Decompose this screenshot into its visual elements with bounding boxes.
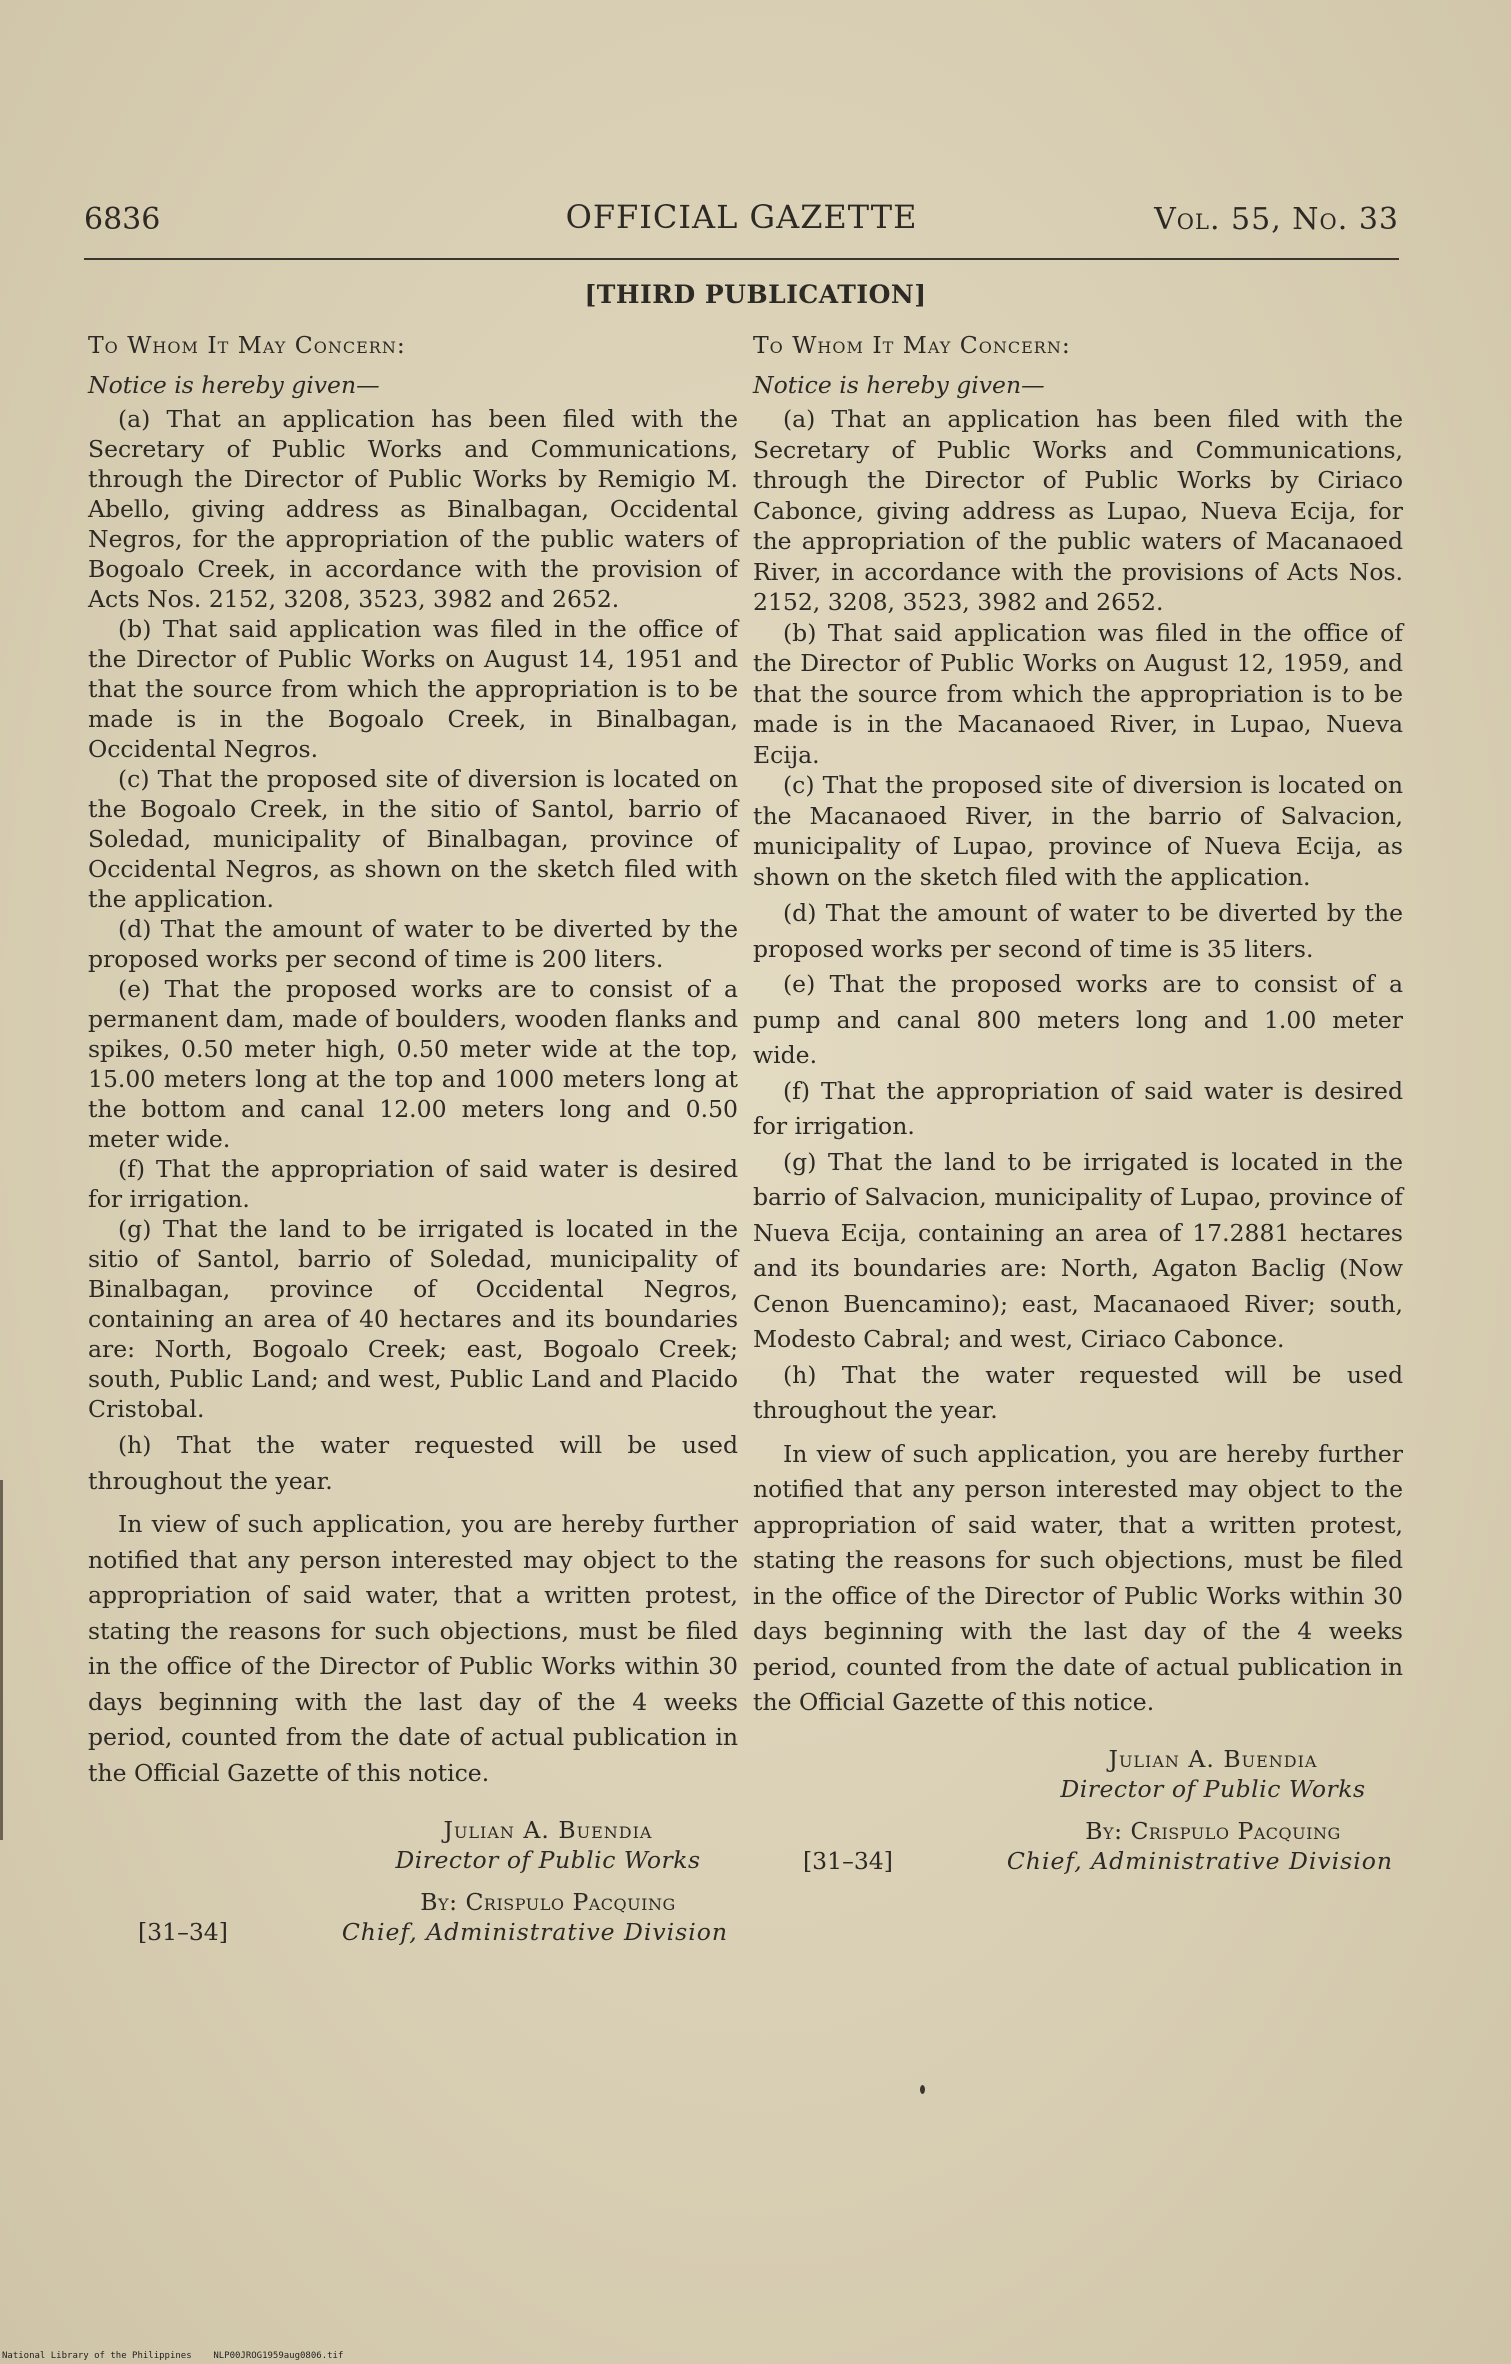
signature-block xyxy=(753,1744,1403,1874)
salutation: To Whom It May Concern: xyxy=(753,331,1071,359)
issue-reference: [31–34] xyxy=(138,1917,228,1946)
clause-g: (g) That the land to be irrigated is located in the barrio of Salvacion, municipality of Lupao, province of Nueva Ecija, containing an area of 17.2881 hectares and its boundaries are: North, Agaton Baclig (Now Cenon Buencamino); east, Macanaoed River; south, Modesto Cabral; and west, Ciriaco Cabonce. xyxy=(753,1147,1403,1353)
volume-number: Vol. 55, No. 33 xyxy=(1154,202,1399,237)
clause-g: (g) That the land to be irrigated is located in the sitio of Santol, barrio of Soledad, municipality of Binalbagan, province of Occidental Negros, containing an area of 40 hectares and its boundaries are: North, Bogoalo Creek; east, Bogoalo Creek; south, Public Land; and west, Public Land and Placido Cristobal. xyxy=(88,1215,738,1423)
issue-reference: [31–34] xyxy=(803,1847,893,1875)
signer-title: Director of Public Works xyxy=(1060,1775,1366,1803)
scan-footer: National Library of the Philippines NLP00JROG1959aug0806.tif xyxy=(2,2351,344,2361)
clause-e: (e) That the proposed works are to consist of a permanent dam, made of boulders, wooden flanks and spikes, 0.50 meter high, 0.50 meter wide at the top, 15.00 meters long at the top and 1000 meters long at the bottom and canal 12.00 meters long and 0.50 meter wide. xyxy=(88,975,738,1153)
clause-b: (b) That said application was filed in the office of the Director of Public Works on August 12, 1959, and that the source from which the appropriation is to be made is in the Macanaoed River, in Lupao, Nueva Ecija. xyxy=(753,618,1403,769)
notice-left-column xyxy=(88,320,738,1945)
notice-right-column xyxy=(753,320,1403,1874)
salutation: To Whom It May Concern: xyxy=(88,331,406,359)
by-title: Chief, Administrative Division xyxy=(1006,1847,1393,1875)
binding-edge xyxy=(0,1480,3,1840)
clause-d: (d) That the amount of water to be diverted by the proposed works per second of time is 35 liters. xyxy=(753,899,1403,963)
closing-paragraph: In view of such application, you are hereby further notified that any person interested may object to the appropriation of said water, that a written protest, stating the reasons for such objections, must be filed in the office of the Director of Public Works within 30 days beginning with the last day of the 4 weeks period, counted from the date of actual publication in the Official Gazette of this notice. xyxy=(88,1510,738,1787)
notice-intro: Notice is hereby given— xyxy=(88,371,380,399)
by-line: By: Crispulo Pacquing xyxy=(1085,1817,1341,1845)
publication-label: [THIRD PUBLICATION] xyxy=(584,280,927,309)
notice-intro: Notice is hereby given— xyxy=(753,371,1045,399)
clause-a: (a) That an application has been filed with the Secretary of Public Works and Communications, through the Director of Public Works by Remigio M. Abello, giving address as Binalbagan, Occidental Negros, for the appropriation of the public waters of Bogoalo Creek, in accordance with the provision of Acts Nos. 2152, 3208, 3523, 3982 and 2652. xyxy=(88,405,738,613)
clause-d: (d) That the amount of water to be diverted by the proposed works per second of time is 200 liters. xyxy=(88,915,738,973)
clause-f: (f) That the appropriation of said water is desired for irrigation. xyxy=(88,1155,738,1213)
page-number: 6836 xyxy=(84,202,161,237)
signer-name: Julian A. Buendia xyxy=(443,1815,653,1844)
signer-title: Director of Public Works xyxy=(395,1845,701,1874)
clause-b: (b) That said application was filed in the office of the Director of Public Works on August 14, 1951 and that the source from which the appropriation is to be made is in the Bogoalo Creek, in Binalbagan, Occidental Negros. xyxy=(88,615,738,763)
signature-block xyxy=(88,1815,738,1945)
by-title: Chief, Administrative Division xyxy=(341,1917,728,1946)
closing-paragraph: In view of such application, you are hereby further notified that any person interested may object to the appropriation of said water, that a written protest, stating the reasons for such objections, must be filed in the office of the Director of Public Works within 30 days beginning with the last day of the 4 weeks period, counted from the date of actual publication in the Official Gazette of this notice. xyxy=(753,1439,1403,1716)
clause-c: (c) That the proposed site of diversion is located on the Bogoalo Creek, in the sitio of Santol, barrio of Soledad, municipality of Binalbagan, province of Occidental Negros, as shown on the sketch filed with the application. xyxy=(88,765,738,913)
signer-name: Julian A. Buendia xyxy=(1108,1745,1318,1773)
header-rule xyxy=(84,258,1399,260)
clause-h: (h) That the water requested will be used throughout the year. xyxy=(753,1360,1403,1424)
by-line: By: Crispulo Pacquing xyxy=(420,1887,676,1916)
page-header xyxy=(84,190,1399,250)
clause-a: (a) That an application has been filed with the Secretary of Public Works and Communications, through the Director of Public Works by Ciriaco Cabonce, giving address as Lupao, Nueva Ecija, for the appropriation of the public waters of Macanaoed River, in accordance with the provisions of Acts Nos. 2152, 3208, 3523, 3982 and 2652. xyxy=(753,405,1403,616)
clause-f: (f) That the appropriation of said water is desired for irrigation. xyxy=(753,1076,1403,1140)
clause-c: (c) That the proposed site of diversion is located on the Macanaoed River, in the barrio of Salvacion, municipality of Lupao, province of Nueva Ecija, as shown on the sketch filed with the application. xyxy=(753,771,1403,891)
ink-speck xyxy=(920,2085,925,2094)
clause-h: (h) That the water requested will be used throughout the year. xyxy=(88,1431,738,1495)
clause-e: (e) That the proposed works are to consist of a pump and canal 800 meters long and 1.00 meter wide. xyxy=(753,970,1403,1069)
publication-title: OFFICIAL GAZETTE xyxy=(565,198,918,236)
